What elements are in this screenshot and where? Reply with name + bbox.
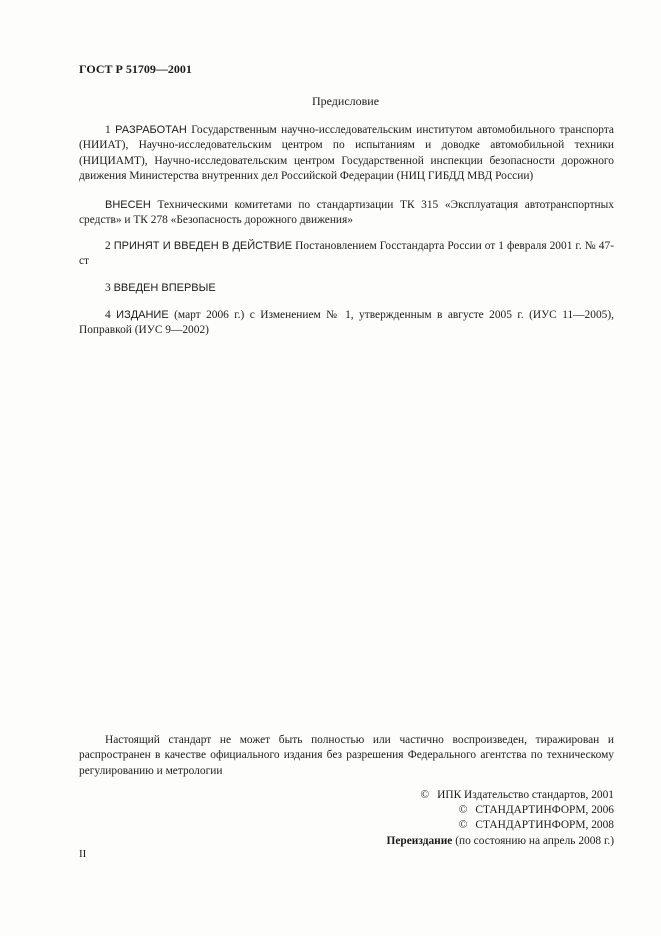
copyright-line: [386, 788, 614, 803]
reissue-line: [386, 834, 614, 849]
section-2-text: Постановлением Госстандарта России от 1 февраля 2001 г. № 47-ст: [79, 240, 614, 268]
section-1-text: Государственным научно-исследовательским институтом автомобильного транспорта (НИИАТ), Научно-исследовательским центром по испытаниям и доводке автомобильной техники (НИЦИАМТ), Научно-исследовательским центром Государственной инспекции безопасности дорожного движения Министерства внутренних дел Российской Федерации (НИЦ ГИБДД МВД России): [79, 124, 614, 183]
section-2-adopted: [79, 239, 614, 270]
copyright-holder: ИПК Издательство стандартов, 2001: [437, 789, 614, 801]
section-4-keyword: ИЗДАНИЕ: [116, 309, 169, 321]
section-1-submitted: [79, 198, 614, 229]
section-3-keyword: ВВЕДЕН ВПЕРВЫЕ: [113, 282, 216, 294]
document-id-header: ГОСТ Р 51709—2001: [79, 62, 192, 76]
copyright-icon: ©: [458, 804, 468, 817]
section-1-number: 1: [105, 124, 111, 136]
section-1-developed: [79, 123, 614, 185]
section-1-keyword: РАЗРАБОТАН: [115, 124, 187, 136]
section-4-edition: [79, 308, 614, 339]
page-number: II: [79, 848, 87, 860]
copyright-holder: СТАНДАРТИНФОРМ, 2008: [475, 819, 614, 832]
copyright-block: [386, 788, 614, 849]
copyright-notice-text: Настоящий стандарт не может быть полностью или частично воспроизведен, тиражирован и распространен в качестве официального издания без разрешения Федерального агентства по техническому регулированию и метрологии: [79, 734, 614, 777]
copyright-icon: ©: [458, 819, 468, 832]
page-title: Предисловие: [311, 94, 380, 108]
section-4-text: (март 2006 г.) с Изменением № 1, утвержденным в августе 2005 г. (ИУС 11—2005), Поправкой (ИУС 9—2002): [79, 309, 614, 337]
reissue-text: (по состоянию на апрель 2008 г.): [455, 834, 614, 847]
reissue-label: Переиздание: [386, 834, 453, 847]
section-2-keyword: ПРИНЯТ И ВВЕДЕН В ДЕЙСТВИЕ: [113, 240, 293, 252]
copyright-holder: СТАНДАРТИНФОРМ, 2006: [475, 804, 614, 817]
copyright-line: [386, 818, 614, 833]
section-3-number: 3: [105, 282, 111, 294]
section-3-first-introduced: [79, 281, 614, 296]
section-1b-keyword: ВНЕСЕН: [105, 199, 151, 211]
section-2-number: 2: [105, 240, 111, 252]
section-4-number: 4: [105, 309, 111, 321]
copyright-notice: [79, 733, 614, 779]
section-1b-text: Техническими комитетами по стандартизации ТК 315 «Эксплуатация автотранспортных средств» и ТК 278 «Безопасность дорожного движения»: [79, 199, 614, 227]
copyright-line: [386, 803, 614, 818]
copyright-icon: ©: [420, 789, 430, 801]
